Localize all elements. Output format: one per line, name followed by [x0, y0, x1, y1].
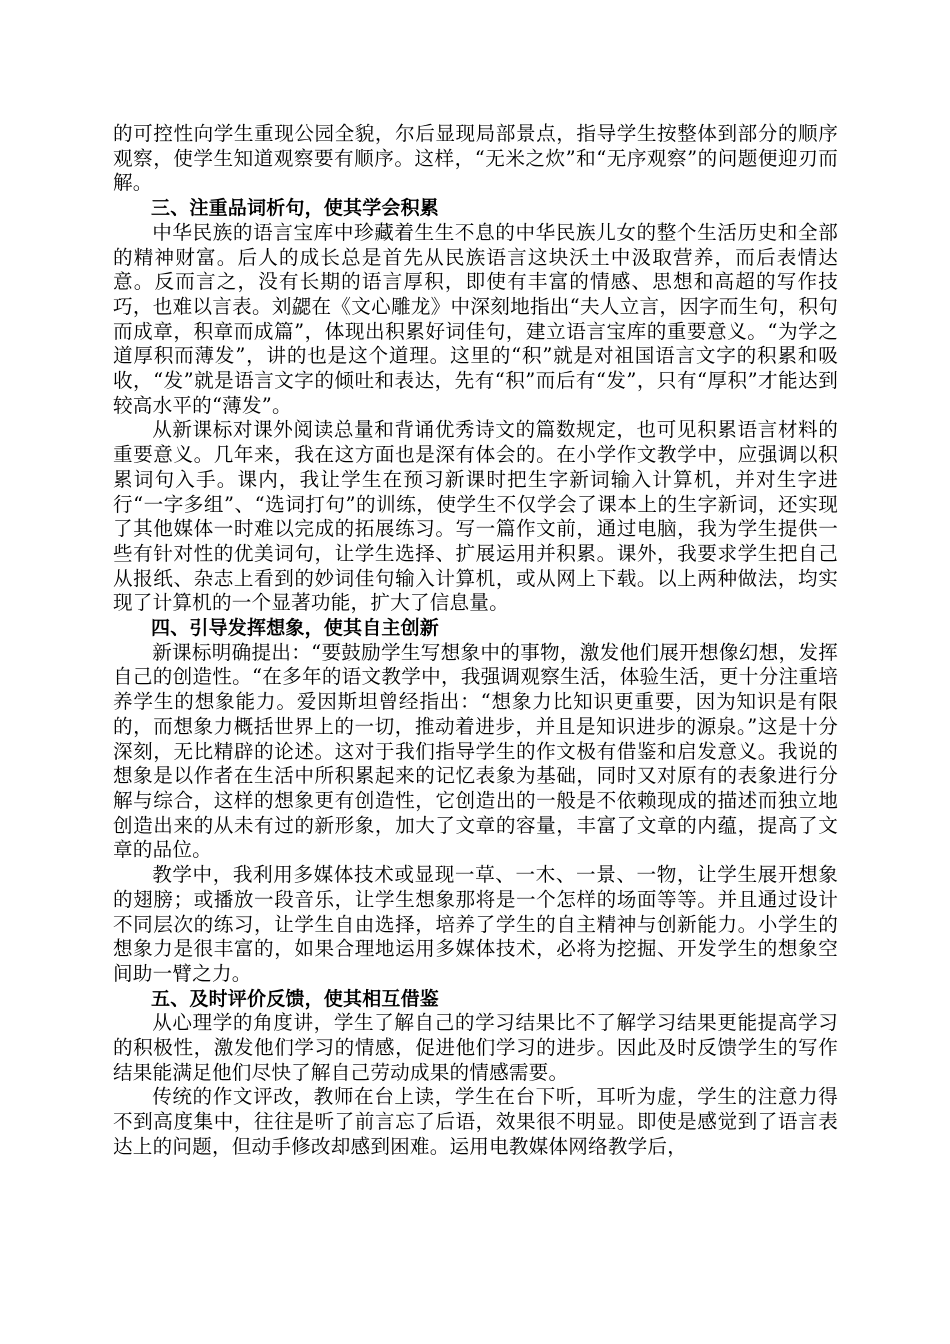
- section-heading-4: 四、引导发挥想象，使其自主创新: [151, 617, 440, 640]
- section-5-paragraph-1: 从心理学的角度讲，学生了解自己的学习结果比不了解学习结果更能提高学习的积极性，激发他们学习的情感，促进他们学习的进步。因此及时反馈学生的写作结果能满足他们尽快了解自己劳动成果的情感需要。: [113, 1011, 838, 1084]
- document-page: [113, 122, 838, 1160]
- section-5-paragraph-2: 传统的作文评改，教师在台上读，学生在台下听，耳听为虚，学生的注意力得不到高度集中，往往是听了前言忘了后语，效果很不明显。即使是感觉到了语言表达上的问题，但动手修改却感到困难。运用电教媒体网络教学后，: [113, 1085, 838, 1158]
- section-4-paragraph-2: 教学中，我利用多媒体技术或显现一草、一木、一景、一物，让学生展开想象的翅膀；或播放一段音乐，让学生想象那将是一个怎样的场面等等。并且通过设计不同层次的练习，让学生自由选择，培养了学生的自主精神与创新能力。小学生的想象力是很丰富的，如果合理地运用多媒体技术，必将为挖掘、开发学生的想象空间助一臂之力。: [113, 863, 838, 985]
- section-heading-3: 三、注重品词析句，使其学会积累: [151, 197, 440, 220]
- section-3-paragraph-2: 从新课标对课外阅读总量和背诵优秀诗文的篇数规定，也可见积累语言材料的重要意义。几年来，我在这方面也是深有体会的。在小学作文教学中，应强调以积累词句入手。课内，我让学生在预习新课时把生字新词输入计算机，并对生字进行“一字多组”、“选词打句”的训练，使学生不仅学会了课本上的生字新词，还实现了其他媒体一时难以完成的拓展练习。写一篇作文前，通过电脑，我为学生提供一些有针对性的优美词句，让学生选择、扩展运用并积累。课外，我要求学生把自己从报纸、杂志上看到的妙词佳句输入计算机，或从网上下载。以上两种做法，均实现了计算机的一个显著功能，扩大了信息量。: [113, 418, 838, 615]
- section-4-paragraph-1: 新课标明确提出：“要鼓励学生写想象中的事物，激发他们展开想像幻想，发挥自己的创造性。“在多年的语文教学中，我强调观察生活，体验生活，更十分注重培养学生的想象能力。爱因斯坦曾经指出：“想象力比知识更重要，因为知识是有限的，而想象力概括世界上的一切，推动着进步，并且是知识进步的源泉。”这是十分深刻，无比精辟的论述。这对于我们指导学生的作文极有借鉴和启发意义。我说的想象是以作者在生活中所积累起来的记忆表象为基础，同时又对原有的表象进行分解与综合，这样的想象更有创造性，它创造出的一般是不依赖现成的描述而独立地创造出来的从未有过的新形象，加大了文章的容量，丰富了文章的内蕴，提高了文章的品位。: [113, 640, 838, 862]
- section-3-paragraph-1: 中华民族的语言宝库中珍藏着生生不息的中华民族儿女的整个生活历史和全部的精神财富。后人的成长总是首先从民族语言这块沃土中汲取营养，而后表情达意。反而言之，没有长期的语言厚积，即使有丰富的情感、思想和高超的写作技巧，也难以言表。刘勰在《文心雕龙》中深刻地指出“夫人立言，因字而生句，积句而成章，积章而成篇”，体现出积累好词佳句，建立语言宝库的重要意义。“为学之道厚积而薄发”，讲的也是这个道理。这里的“积”就是对祖国语言文字的积累和吸收，“发”就是语言文字的倾吐和表达，先有“积”而后有“发”，只有“厚积”才能达到较高水平的“薄发”。: [113, 220, 838, 417]
- intro-paragraph: 的可控性向学生重现公园全貌，尔后显现局部景点，指导学生按整体到部分的顺序观察，使学生知道观察要有顺序。这样，“无米之炊”和“无序观察”的问题便迎刃而解。: [113, 122, 838, 195]
- section-heading-5: 五、及时评价反馈，使其相互借鉴: [151, 987, 440, 1010]
